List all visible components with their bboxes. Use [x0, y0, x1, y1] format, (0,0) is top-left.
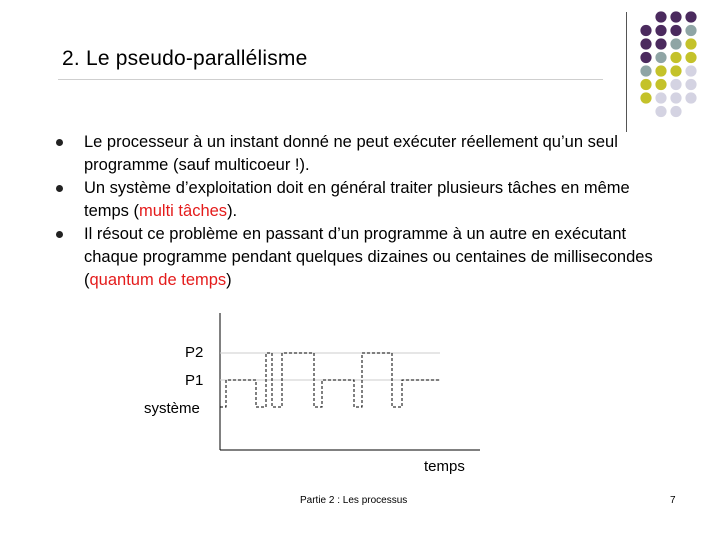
- bullet-text: Un système d’exploitation doit en général traiter plusieurs tâches en même temps (: [84, 179, 630, 220]
- scheduling-diagram: [130, 305, 490, 480]
- decor-dot: [670, 38, 681, 49]
- decor-dot: [685, 65, 696, 76]
- decor-dot: [670, 52, 681, 63]
- bullet-dot-icon: [56, 231, 63, 238]
- decor-dot: [640, 52, 651, 63]
- decor-dot: [685, 79, 696, 90]
- decor-dot: [640, 65, 651, 76]
- decor-dot: [685, 25, 696, 36]
- decor-dot: [655, 92, 666, 103]
- decor-dot: [685, 52, 696, 63]
- bullet-text: Il résout ce problème en passant d’un programme à un autre en exécutant chaque programme pendant quelques dizaines ou centaines de millisecondes (: [84, 225, 653, 289]
- bullet-list: [56, 131, 656, 292]
- decor-dot: [655, 106, 666, 117]
- decor-dot: [640, 79, 651, 90]
- highlight-multi-taches: multi tâches: [139, 202, 228, 220]
- decor-dot: [655, 38, 666, 49]
- decor-dot: [655, 52, 666, 63]
- bullet-text-end: ).: [227, 202, 238, 220]
- bullet-item-3: [56, 223, 656, 292]
- decor-dot: [640, 25, 651, 36]
- decor-dot: [640, 38, 651, 49]
- decor-dot: [670, 65, 681, 76]
- decor-dot: [655, 11, 666, 22]
- decor-dot: [670, 25, 681, 36]
- bullet-dot-icon: [56, 185, 63, 192]
- slide-title: 2. Le pseudo-parallélisme: [62, 47, 308, 70]
- decor-dot: [655, 25, 666, 36]
- bullet-dot-icon: [56, 139, 63, 146]
- label-systeme: système: [144, 400, 200, 417]
- decor-dot: [670, 106, 681, 117]
- footer-text: Partie 2 : Les processus: [300, 495, 408, 506]
- bullet-text: Le processeur à un instant donné ne peut exécuter réellement qu’un seul programme (sauf multicoeur !).: [84, 133, 618, 174]
- decor-dot: [640, 92, 651, 103]
- title-underline: [58, 79, 603, 80]
- decor-vertical-rule: [626, 12, 627, 132]
- x-axis-label: temps: [424, 458, 465, 475]
- decor-dot: [685, 92, 696, 103]
- decor-dot: [670, 79, 681, 90]
- decor-dot: [685, 11, 696, 22]
- decor-dot: [655, 65, 666, 76]
- label-p1: P1: [185, 372, 204, 389]
- schedule-trace: [220, 353, 440, 407]
- page-number: 7: [670, 495, 676, 506]
- decor-dot: [670, 11, 681, 22]
- bullet-item-1: [56, 131, 656, 177]
- decor-dot: [685, 38, 696, 49]
- bullet-item-2: [56, 177, 656, 223]
- decor-dot-grid: [638, 10, 718, 120]
- highlight-quantum-de-temps: quantum de temps: [89, 271, 227, 289]
- decor-dot: [670, 92, 681, 103]
- label-p2: P2: [185, 344, 204, 361]
- decor-dot: [655, 79, 666, 90]
- bullet-text-end: ): [226, 271, 232, 289]
